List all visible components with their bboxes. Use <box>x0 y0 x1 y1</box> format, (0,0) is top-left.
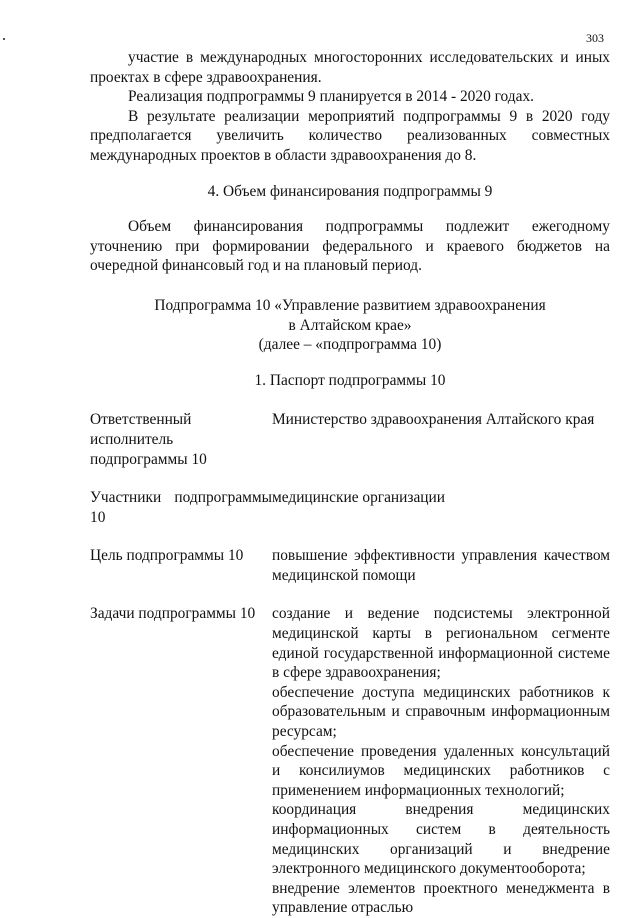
responsible-label: Ответственный исполнитель подпрограммы 10 <box>90 411 207 468</box>
task-item: внедрение элементов проектного менеджмента в управление отраслью <box>272 879 610 917</box>
goal-label: Цель подпрограммы 10 <box>90 547 244 565</box>
intro-paragraph-2: Реализация подпрограммы 9 планируется в 2014 - 2020 годах. <box>128 88 535 106</box>
passport-row-tasks <box>90 604 610 918</box>
subprogram-10-title-line2: в Алтайском крае» <box>288 316 412 334</box>
intro-paragraph-3: В результате реализации мероприятий подпрограммы 9 в 2020 году предполагается увеличить количество реализованных совместных международных проектов в области здравоохранения до 8. <box>90 107 610 164</box>
subprogram-10-title-line3: (далее – «подпрограмма 10) <box>258 336 442 354</box>
tasks-list <box>272 604 610 918</box>
document-body <box>90 48 610 918</box>
margin-mark <box>3 38 5 40</box>
passport-table <box>90 410 610 918</box>
participants-label: Участники подпрограммы 10 <box>90 489 272 526</box>
responsible-value: Министерство здравоохранения Алтайского края <box>272 411 595 429</box>
passport-heading: 1. Паспорт подпрограммы 10 <box>254 371 446 389</box>
task-item: обеспечение доступа медицинских работников к образовательным и справочным информационным ресурсам; <box>272 683 610 741</box>
section-4-heading: 4. Объем финансирования подпрограммы 9 <box>207 182 493 200</box>
page-number: 303 <box>586 31 604 45</box>
task-item: координация внедрения медицинских информационных систем в деятельность медицинских организаций и внедрение электронного медицинского документооборота; <box>272 801 610 878</box>
passport-row-participants <box>90 488 610 527</box>
task-item: обеспечение проведения удаленных консультаций и консилиумов медицинских работников с применением информационных технологий; <box>272 742 610 799</box>
section-4-text: Объем финансирования подпрограммы подлежит ежегодному уточнению при формировании федерального и краевого бюджетов на очередной финансовый год и на плановый период. <box>90 218 610 275</box>
passport-row-goal <box>90 546 610 585</box>
goal-value: повышение эффективности управления качеством медицинской помощи <box>272 547 610 584</box>
intro-paragraph-1: участие в международных многосторонних исследовательских и иных проектах в сфере здравоохранения. <box>90 49 610 86</box>
tasks-label: Задачи подпрограммы 10 <box>90 605 256 623</box>
task-item: создание и ведение подсистемы электронной медицинской карты в региональном сегменте единой государственной информационной системе в сфере здравоохранения; <box>272 605 610 682</box>
passport-row-responsible <box>90 410 610 469</box>
participants-value: медицинские организации <box>272 489 445 507</box>
subprogram-10-title-line1: Подпрограмма 10 «Управление развитием здравоохранения <box>154 296 546 314</box>
